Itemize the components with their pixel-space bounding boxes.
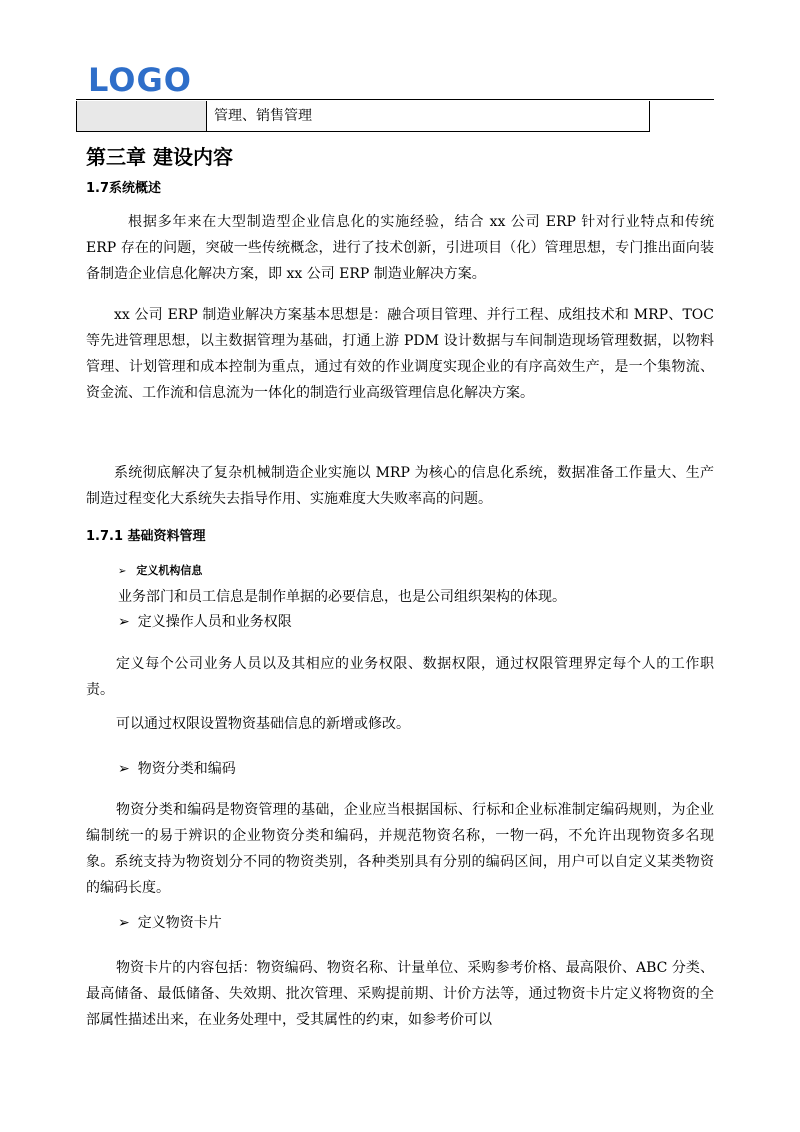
arrow-bullet-icon: ➢ [118,761,130,777]
logo: LOGO [88,61,192,99]
paragraph-3: 系统彻底解决了复杂机械制造企业实施以 MRP 为核心的信息化系统，数据准备工作量大、生产制造过程变化大系统失去指导作用、实施难度大失败率高的问题。 [86,465,714,507]
table-cell-text: 管理、销售管理 [214,108,312,124]
bullet-label: 物资分类和编码 [137,761,236,777]
section-title: 1.7系统概述 [86,181,162,196]
chapter-title: 第三章 建设内容 [86,145,233,169]
subsection-title: 1.7.1 基础资料管理 [86,529,206,544]
bullet-material-card [118,913,222,933]
bullet-label: 定义物资卡片 [137,915,222,931]
paragraph-2: xx 公司 ERP 制造业解决方案基本思想是：融合项目管理、并行工程、成组技术和 MRP、TOC 等先进管理思想，以主数据管理为基础，打通上游 PDM 设计数据与车间制造现场管理数据，以物料管理、计划管理和成本控制为重点，通过有效的作业调度实现企业的有序高效生产，是一个集物流、资金流、工作流和信息流为一体化的制造行业高级管理信息化解决方案。 [86,307,714,401]
arrow-bullet-icon: ➢ [118,614,130,630]
paragraph-8: 物资卡片的内容包括：物资编码、物资名称、计量单位、采购参考价格、最高限价、ABC 分类、最高储备、最低储备、失效期、批次管理、采购提前期、计价方法等，通过物资卡片定义将物资的全部属性描述出来，在业务处理中，受其属性的约束，如参考价可以 [86,960,714,1028]
bullet-define-operators [118,612,292,632]
bullet-material-classification [118,759,236,779]
bullet-define-org [118,563,202,580]
paragraph-6: 可以通过权限设置物资基础信息的新增或修改。 [116,716,410,732]
paragraph-1: 根据多年来在大型制造型企业信息化的实施经验，结合 xx 公司 ERP 针对行业特点和传统 ERP 存在的问题，突破一些传统概念，进行了技术创新，引进项目（化）管理思想，专门推出面向装备制造企业信息化解决方案，即 xx 公司 ERP 制造业解决方案。 [86,214,714,282]
paragraph-5: 定义每个公司业务人员以及其相应的业务权限、数据权限，通过权限管理界定每个人的工作职责。 [86,656,714,698]
paragraph-4: 业务部门和员工信息是制作单据的必要信息，也是公司组织架构的体现。 [118,589,566,605]
table-cell-empty [77,101,207,131]
arrow-bullet-icon: ➢ [118,566,127,577]
header-table [76,101,650,132]
bullet-label: 定义机构信息 [136,564,203,577]
arrow-bullet-icon: ➢ [118,915,130,931]
header-rule [76,99,714,100]
paragraph-7: 物资分类和编码是物资管理的基础，企业应当根据国标、行标和企业标准制定编码规则，为企业编制统一的易于辨识的企业物资分类和编码，并规范物资名称，一物一码，不允许出现物资多名现象。系统支持为物资划分不同的物资类别，各种类别具有分别的编码区间，用户可以自定义某类物资的编码长度。 [86,802,714,896]
bullet-label: 定义操作人员和业务权限 [137,614,292,630]
